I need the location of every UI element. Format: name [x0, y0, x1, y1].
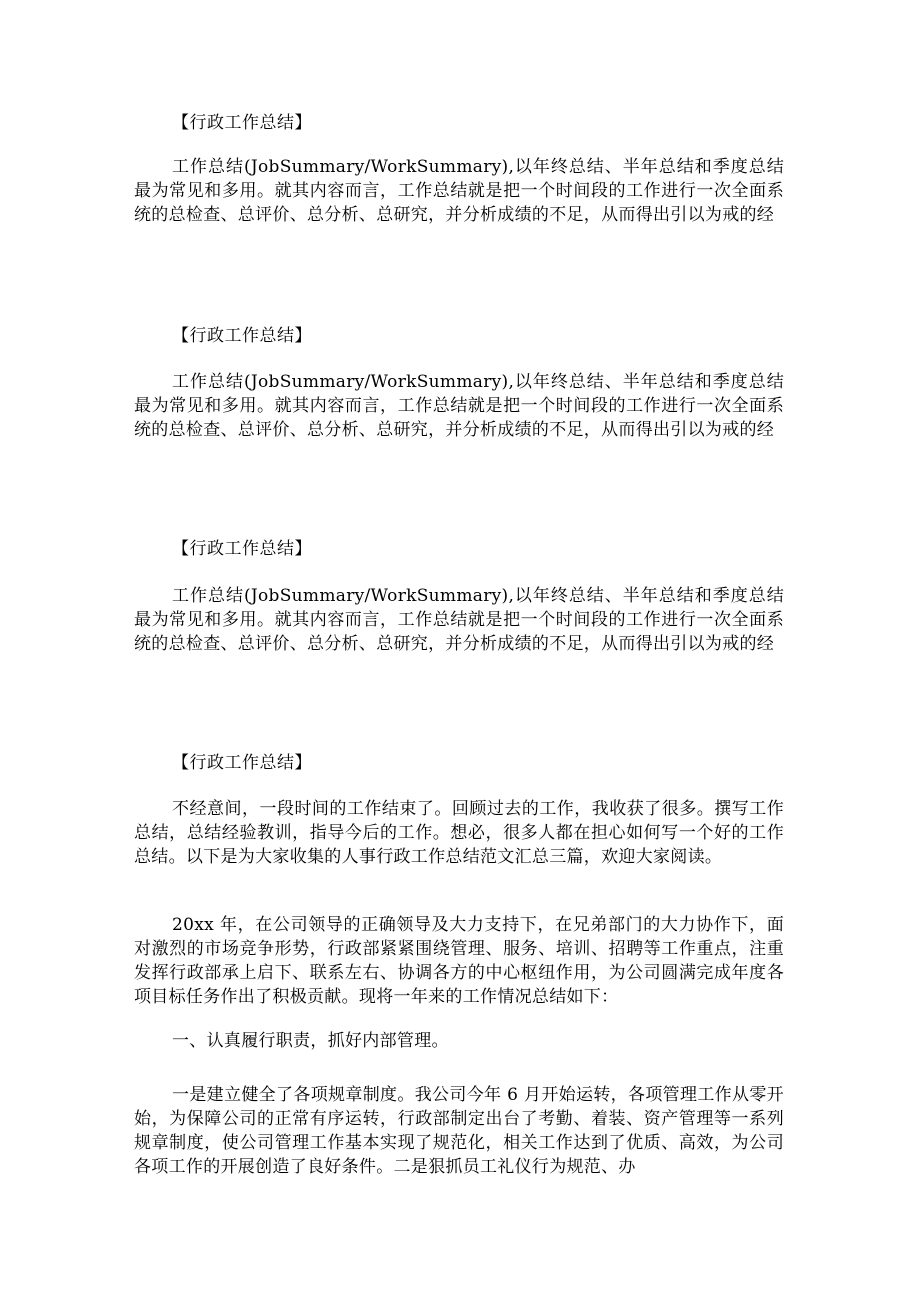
intro-paragraph: 不经意间，一段时间的工作结束了。回顾过去的工作，我收获了很多。撰写工作总结，总结经验教训，指导今后的工作。想必，很多人都在担心如何写一个好的工作总结。以下是为大家收集的人事行政工作总结范文汇总三篇，欢迎大家阅读。 [134, 799, 784, 867]
point-one-paragraph: 一是建立健全了各项规章制度。我公司今年 6 月开始运转，各项管理工作从零开始，为保障公司的正常有序运转，行政部制定出台了考勤、着装、资产管理等一系列规章制度，使公司管理工作基本实现了规范化，相关工作达到了优质、高效，为公司各项工作的开展创造了良好条件。二是狠抓员工礼仪行为规范、办 [134, 1085, 784, 1177]
heading-one: 一、认真履行职责，抓好内部管理。 [172, 1031, 449, 1051]
section-2-body: 工作总结(JobSummary/WorkSummary),以年终总结、半年总结和季度总结最为常见和多用。就其内容而言，工作总结就是把一个时间段的工作进行一次全面系统的总检查、总评价、总分析、总研究，并分析成绩的不足，从而得出引以为戒的经 [134, 372, 784, 440]
section-1-title: 【行政工作总结】 [172, 113, 312, 133]
section-4-title: 【行政工作总结】 [172, 753, 312, 773]
overview-paragraph: 20xx 年，在公司领导的正确领导及大力支持下，在兄弟部门的大力协作下，面对激烈的市场竞争形势，行政部紧紧围绕管理、服务、培训、招聘等工作重点，注重发挥行政部承上启下、联系左右、协调各方的中心枢纽作用，为公司圆满完成年度各项目标任务作出了积极贡献。现将一年来的工作情况总结如下： [134, 915, 784, 1007]
section-3-body: 工作总结(JobSummary/WorkSummary),以年终总结、半年总结和季度总结最为常见和多用。就其内容而言，工作总结就是把一个时间段的工作进行一次全面系统的总检查、总评价、总分析、总研究，并分析成绩的不足，从而得出引以为戒的经 [134, 586, 784, 654]
section-3-title: 【行政工作总结】 [172, 539, 312, 559]
section-2-title: 【行政工作总结】 [172, 326, 312, 346]
section-1-body: 工作总结(JobSummary/WorkSummary),以年终总结、半年总结和季度总结最为常见和多用。就其内容而言，工作总结就是把一个时间段的工作进行一次全面系统的总检查、总评价、总分析、总研究，并分析成绩的不足，从而得出引以为戒的经 [134, 157, 784, 225]
